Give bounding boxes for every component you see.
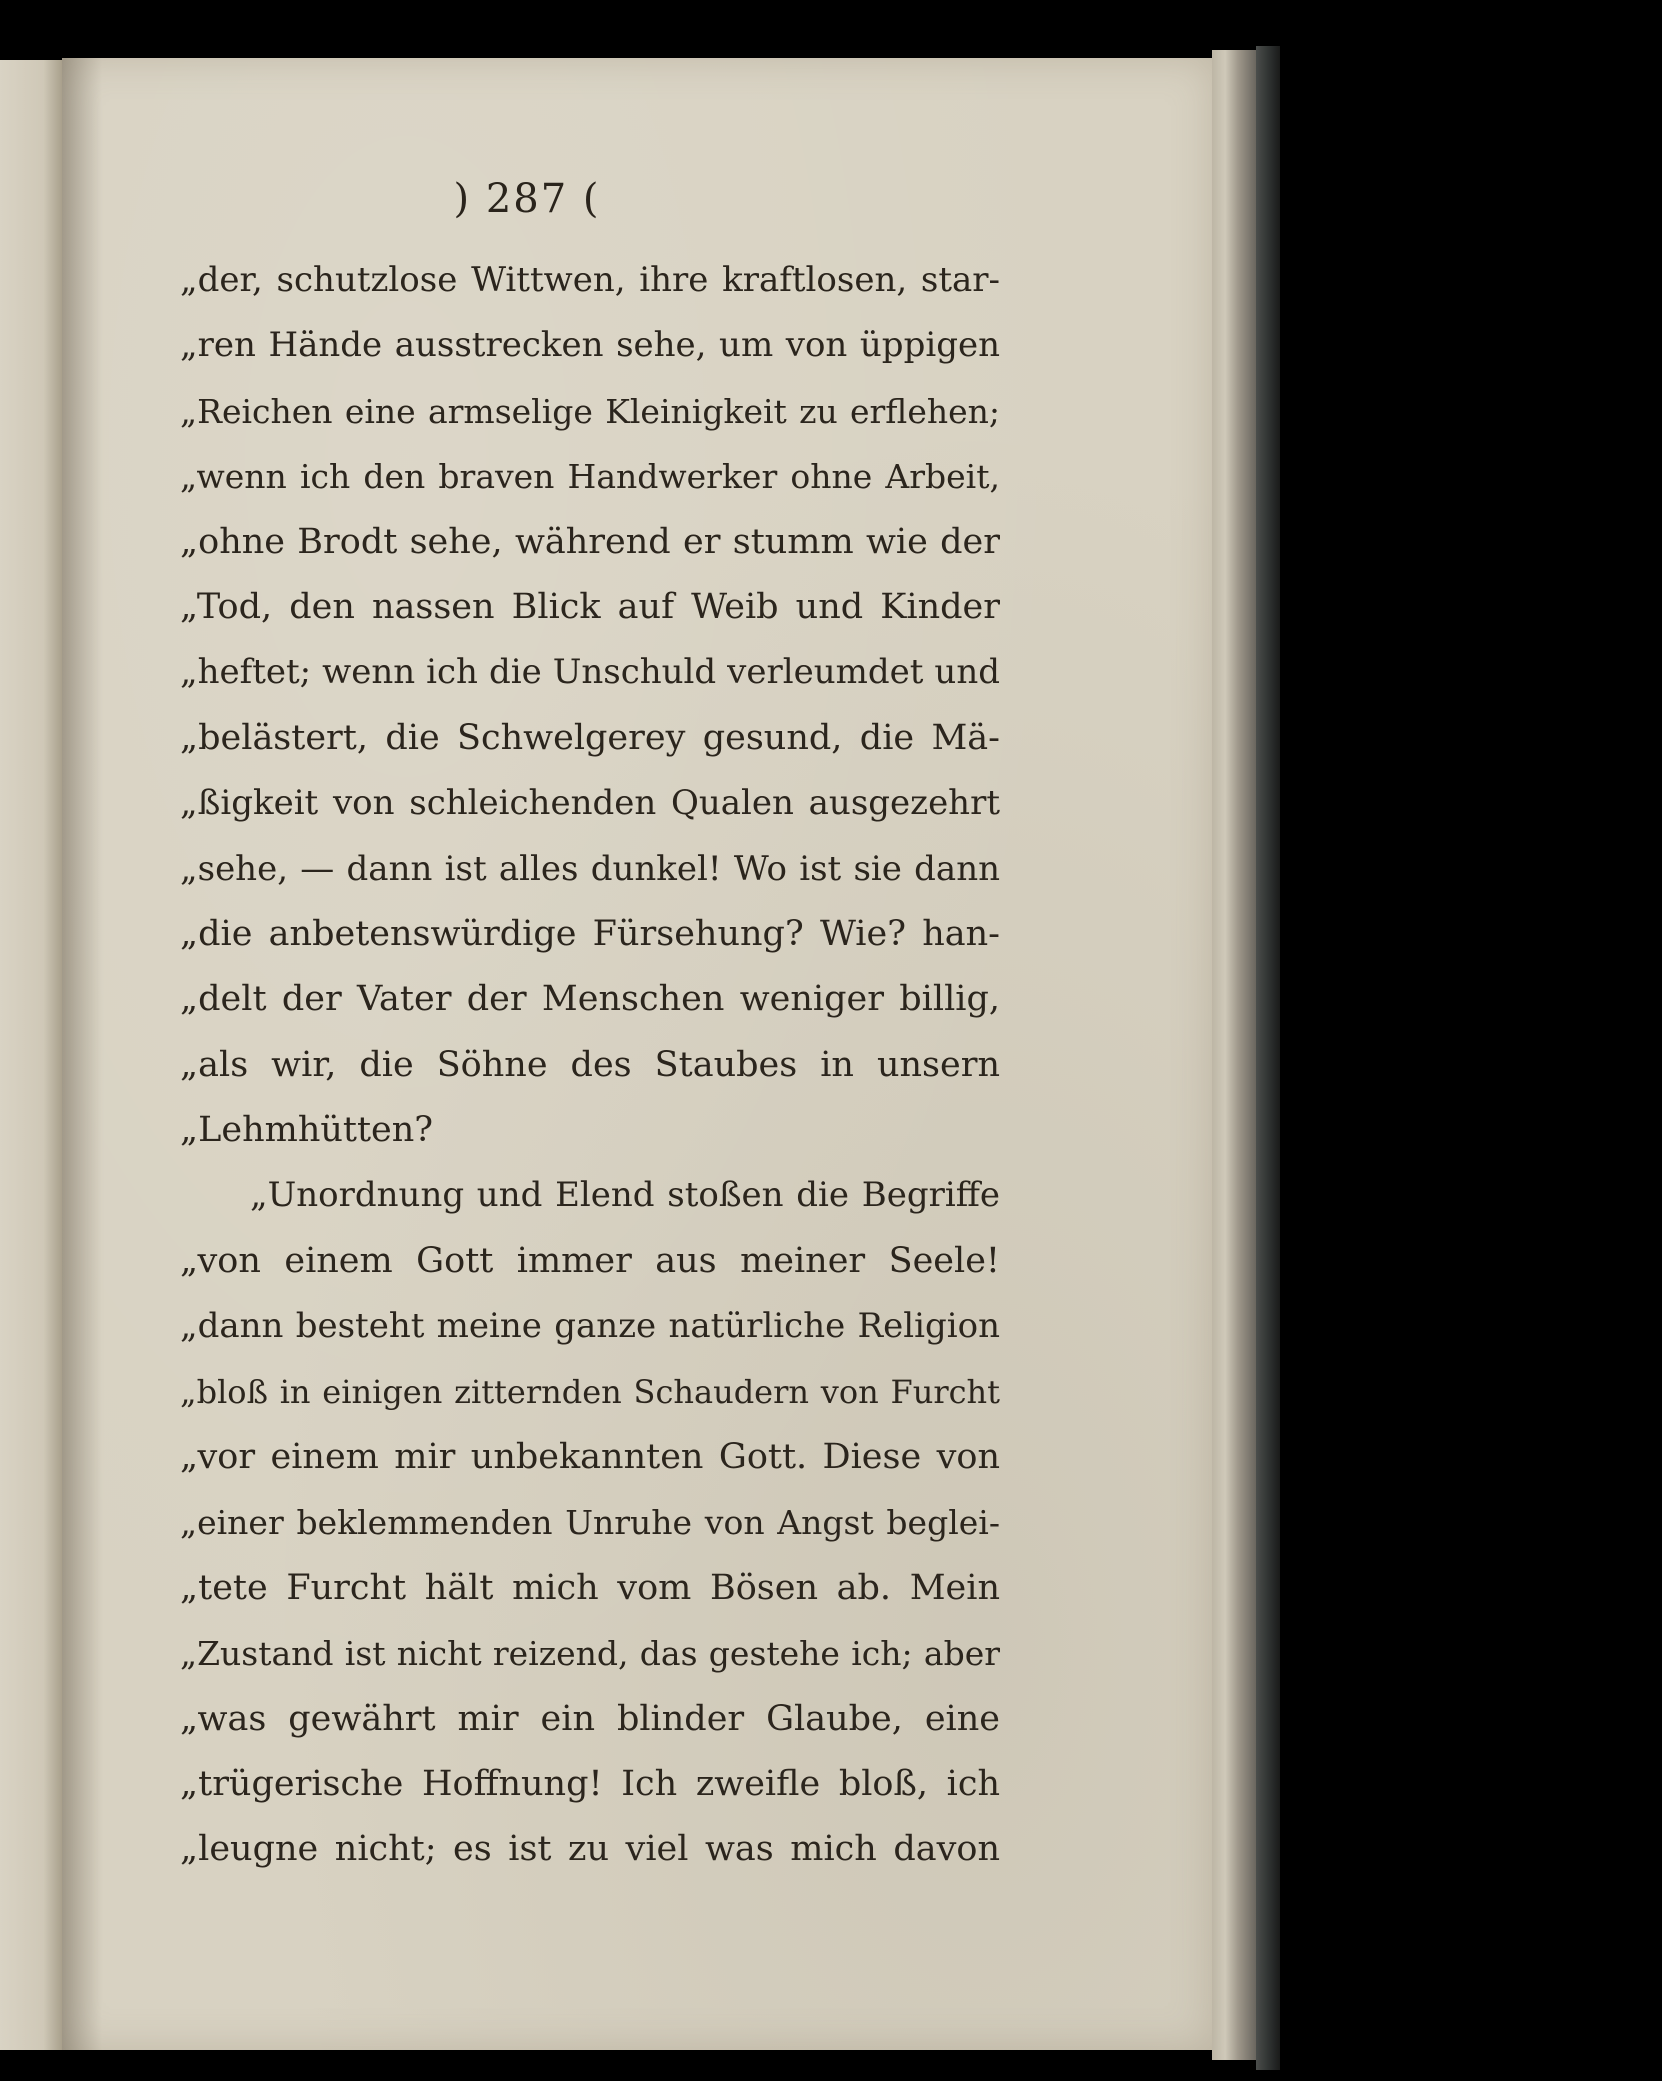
text-line: „bloß in einigen zitternden Schaudern von Furcht [180,1372,1000,1411]
text-line: „als wir, die Söhne des Staubes in unsern [180,1044,1000,1085]
text-line: „die anbetenswürdige Fürsehung? Wie? han- [180,913,1000,954]
text-line: „dann besteht meine ganze natürliche Religion [180,1306,1000,1347]
text-line: „was gewährt mir ein blinder Glaube, eine [180,1698,1000,1739]
text-line: „belästert, die Schwelgerey gesund, die Mä- [180,717,1000,758]
text-line: „leugne nicht; es ist zu viel was mich davon [180,1829,1000,1870]
facing-page-edge [0,60,62,2050]
page-number-header [62,176,1212,222]
text-line: „ohne Brodt sehe, während er stumm wie der [180,521,1000,562]
page-stack-edge [1212,50,1256,2060]
text-line: „trügerische Hoffnung! Ich zweifle bloß, ich [180,1763,1000,1804]
page-number: ) 287 ( [453,176,601,222]
body-text [180,248,1000,1883]
text-line: „ren Hände ausstrecken sehe, um von üppigen [180,325,1000,366]
book-page [62,58,1212,2050]
text-line: „einer beklemmenden Unruhe von Angst beglei- [180,1503,1000,1543]
text-line: „der, schutzlose Wittwen, ihre kraftlosen, star- [180,260,1000,300]
text-line: „vor einem mir unbekannten Gott. Diese von [180,1437,1000,1478]
text-line: „ßigkeit von schleichenden Qualen ausgezehrt [180,783,1000,824]
text-line: „heftet; wenn ich die Unschuld verleumdet und [180,652,1000,693]
text-line: „Zustand ist nicht reizend, das gestehe ich; aber [180,1634,1000,1674]
gutter-shadow [62,58,102,2050]
text-line: „sehe, — dann ist alles dunkel! Wo ist sie dann [180,848,1000,889]
book-cover-edge [1256,46,1280,2070]
text-line: „Unordnung und Elend stoßen die Begriffe [250,1175,1000,1216]
text-line: „wenn ich den braven Handwerker ohne Arbeit, [180,457,1000,497]
text-line: „von einem Gott immer aus meiner Seele! [180,1240,1000,1281]
text-line: „Tod, den nassen Blick auf Weib und Kinder [180,586,1000,627]
text-line: „Reichen eine armselige Kleinigkeit zu erflehen; [180,391,1000,431]
text-line: „tete Furcht hält mich vom Bösen ab. Mein [180,1567,1000,1608]
text-line: „Lehmhütten? [180,1110,434,1151]
text-line: „delt der Vater der Menschen weniger billig, [180,979,1000,1020]
